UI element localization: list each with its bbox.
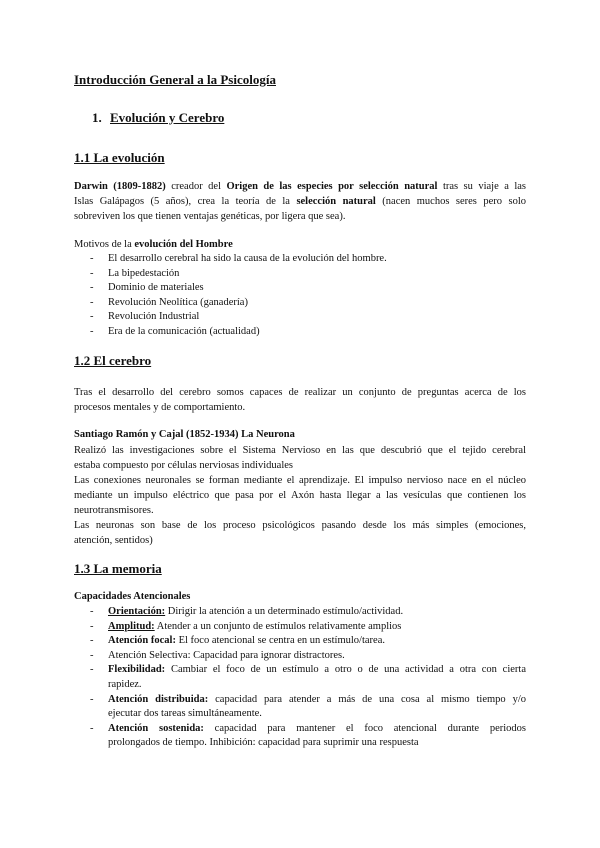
item-text: El foco atencional se centra en un estímulo/tarea.: [175, 635, 385, 647]
text-line: neurotransmisores.: [74, 505, 154, 516]
section-label: Evolución y Cerebro: [110, 110, 225, 125]
item-term: Flexibilidad:: [108, 664, 166, 676]
text-line: mediante un impulso eléctrico que pasa por el Axón hasta llegar a las vesículas que contienen los: [74, 490, 526, 501]
item-text: Revolución Neolítica (ganadería): [108, 296, 248, 308]
item-text: La bipedestación: [108, 267, 180, 279]
paragraph-cajal: [74, 443, 526, 548]
list-item: [74, 281, 526, 296]
list-item: [74, 252, 526, 267]
paragraph-darwin: [74, 179, 526, 224]
text-run: Islas Galápagos (5 años), crea la teoría de la: [74, 196, 297, 207]
item-text: Atender a un conjunto de estímulos relativamente amplios: [154, 620, 402, 632]
bold-text: Origen de las especies por selección natural: [226, 181, 438, 192]
dash-bullet: -: [90, 325, 94, 337]
item-text: Dirigir la atención a un determinado estímulo/actividad.: [165, 606, 404, 617]
text-run: Motivos de la: [74, 239, 135, 250]
item-text: Atención Selectiva: Capacidad para ignorar distractores.: [108, 649, 345, 661]
item-term: Atención sostenida:: [108, 722, 204, 734]
text-line: Las conexiones neuronales se forman mediante el aprendizaje. El impulso nervioso nace en el núcleo: [74, 475, 526, 486]
text-line: sobreviven los que tienen ventajas genéticas, por ligera que sea).: [74, 211, 346, 222]
subheading-capacidades: Capacidades Atencionales: [74, 591, 191, 602]
text-run: (nacen muchos seres pero solo: [375, 196, 527, 207]
list-item: [74, 722, 526, 751]
item-text: capacidad para mantener el foco atencional durante periodos: [203, 722, 527, 734]
text-line: ejecutar dos tareas simultáneamente.: [108, 708, 262, 720]
text-line: Tras el desarrollo del cerebro somos capaces de realizar un conjunto de preguntas acerca de los: [74, 387, 526, 398]
heading-cerebro: 1.2 El cerebro: [74, 353, 152, 368]
paragraph-cerebro: [74, 385, 526, 415]
list-item: [74, 634, 526, 649]
bold-text: selección natural: [296, 196, 376, 207]
item-text: Dominio de materiales: [108, 282, 204, 294]
dash-bullet: -: [90, 296, 94, 308]
list-item: [74, 310, 526, 325]
item-text: Era de la comunicación (actualidad): [108, 325, 260, 337]
item-term: Amplitud:: [108, 620, 155, 632]
heading-evolucion: 1.1 La evolución: [74, 150, 165, 165]
text-line: estaba compuesto por células nerviosas individuales: [74, 460, 293, 471]
dash-bullet: -: [90, 635, 94, 647]
list-item: [74, 605, 526, 620]
text-line: procesos mentales y de comportamiento.: [74, 402, 246, 413]
dash-bullet: -: [90, 253, 94, 264]
dash-bullet: -: [90, 620, 94, 632]
document-title: Introducción General a la Psicología: [74, 72, 276, 87]
capacidades-list: [74, 605, 526, 751]
text-run: creador del: [165, 181, 227, 192]
dash-bullet: -: [90, 606, 94, 617]
text-line: [108, 663, 526, 678]
text-line: [74, 194, 526, 209]
text-line: [108, 722, 526, 737]
section-heading-1: [92, 110, 224, 126]
text-run: tras su viaje a las: [437, 181, 526, 192]
item-term: Orientación:: [108, 606, 166, 617]
item-text: capacidad para atender a más de una cosa al mismo tiempo y/o: [208, 693, 526, 705]
list-item: [74, 296, 526, 311]
dash-bullet: -: [90, 267, 94, 279]
bold-text: Darwin (1809-1882): [74, 181, 166, 192]
item-term: Atención distribuida:: [108, 693, 209, 705]
bold-text: evolución del Hombre: [134, 239, 233, 250]
text-line: atención, sentidos): [74, 535, 153, 546]
list-item: [74, 693, 526, 722]
list-item: [74, 325, 526, 340]
section-number: 1.: [92, 110, 102, 125]
dash-bullet: -: [90, 311, 94, 323]
dash-bullet: -: [90, 722, 94, 734]
text-line: rapidez.: [108, 678, 142, 690]
text-line: prolongados de tiempo. Inhibición: capacidad para suprimir una respuesta: [108, 737, 419, 749]
item-term: Atención focal:: [108, 635, 176, 647]
list-item: [74, 649, 526, 664]
item-text: Cambiar el foco de un estímulo a otro o de una actividad a otra con cierta: [165, 664, 526, 676]
text-line: Las neuronas son base de los proceso psicológicos pasando desde los más simples (emociones,: [74, 520, 526, 531]
item-text: El desarrollo cerebral ha sido la causa de la evolución del hombre.: [108, 253, 387, 264]
text-line: Realizó las investigaciones sobre el Sistema Nervioso en las que descubrió que el tejido cerebral: [74, 445, 526, 456]
dash-bullet: -: [90, 649, 94, 661]
dash-bullet: -: [90, 664, 94, 676]
list-item: [74, 267, 526, 282]
motivos-label: [74, 237, 526, 252]
heading-memoria: 1.3 La memoria: [74, 561, 162, 576]
dash-bullet: -: [90, 693, 94, 705]
list-item: [74, 620, 526, 635]
list-item: [74, 663, 526, 692]
text-line: [74, 179, 526, 194]
dash-bullet: -: [90, 282, 94, 294]
item-text: Revolución Industrial: [108, 311, 200, 323]
motivos-list: [74, 252, 526, 340]
text-line: [108, 693, 526, 708]
subheading-cajal: Santiago Ramón y Cajal (1852-1934) La Neurona: [74, 429, 295, 440]
